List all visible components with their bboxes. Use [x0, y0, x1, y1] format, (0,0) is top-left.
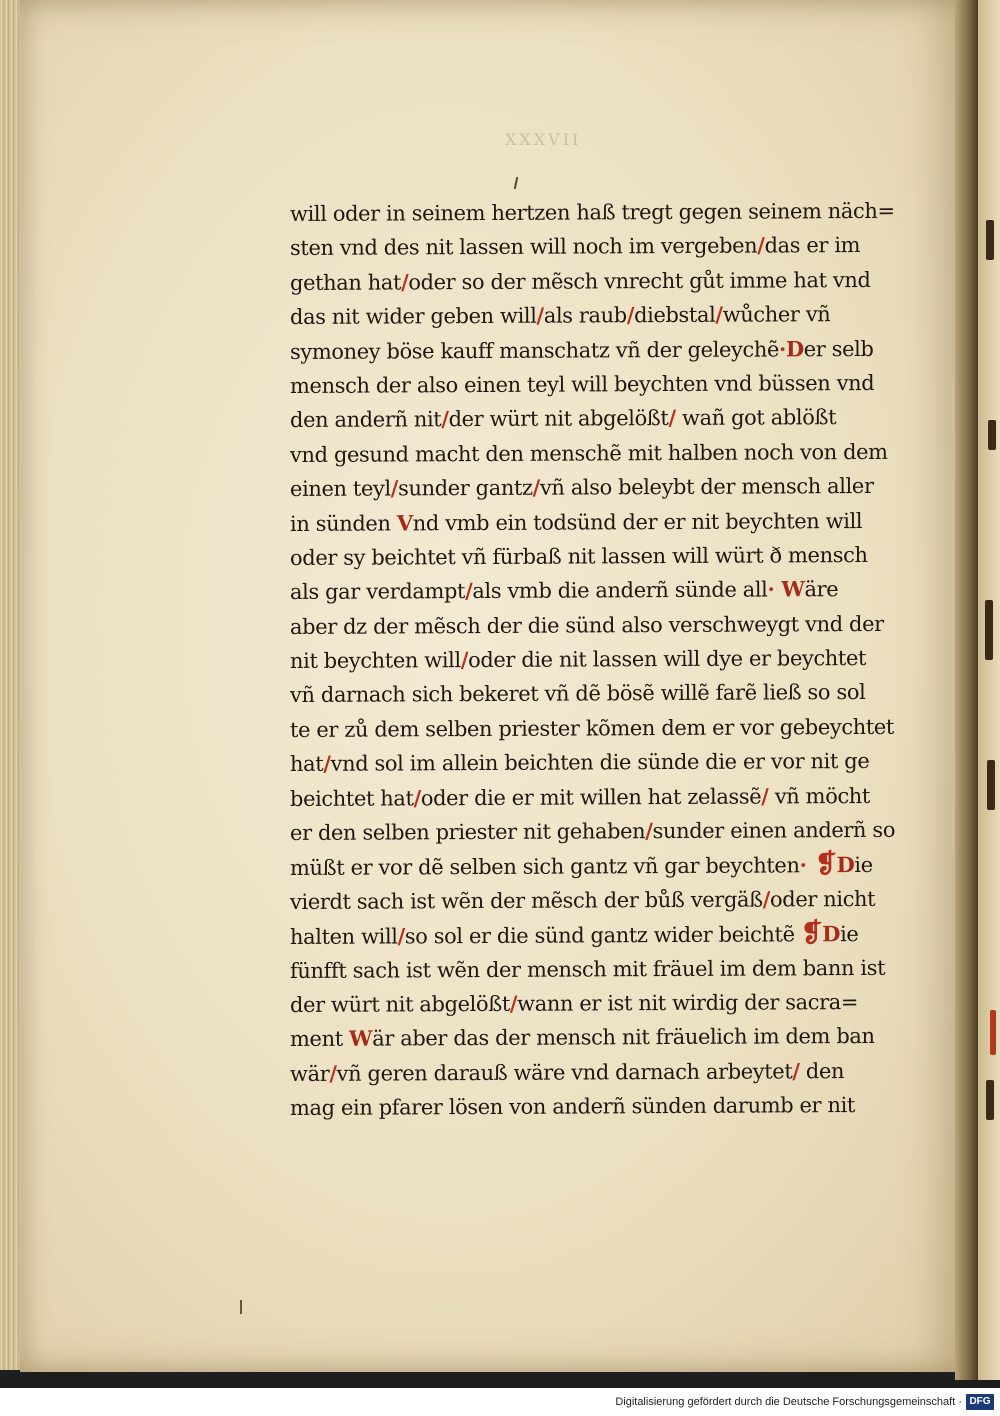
- text-segment: fünfft sach ist wẽn der mensch mit fräuel im dem bann ist: [289, 955, 886, 983]
- text-segment: der würt nit abgelößt: [448, 406, 669, 432]
- rubricated-initial: D: [822, 921, 841, 947]
- text-line: [290, 1019, 910, 1057]
- rubricated-initial: W: [774, 576, 805, 602]
- rubric-mark: /: [668, 405, 676, 431]
- text-segment: diebstal: [634, 302, 716, 328]
- text-segment: in sünden: [289, 510, 397, 536]
- text-segment: te er zů dem selben priester kõmen dem er vor gebeychtet: [289, 714, 894, 742]
- text-line: [290, 400, 910, 438]
- text-segment: är aber das der mensch nit fräuelich im dem ban: [372, 1024, 875, 1051]
- text-segment: einen teyl: [289, 476, 391, 502]
- text-line: [290, 263, 910, 301]
- rubric-mark: /: [509, 990, 518, 1016]
- rubric-mark: /: [400, 269, 409, 295]
- rubric-mark: /: [413, 784, 421, 810]
- text-line: [290, 194, 910, 232]
- text-segment: oder die nit lassen will dye er beychtet: [467, 646, 867, 673]
- text-line: [290, 228, 910, 266]
- text-segment: ie: [839, 922, 859, 947]
- text-segment: den: [799, 1058, 845, 1084]
- text-segment: sunder gantz: [397, 475, 533, 501]
- text-line: [290, 297, 910, 335]
- text-line: [290, 847, 910, 885]
- text-line: [290, 882, 910, 920]
- text-segment: vierdt sach ist wẽn der mẽsch der bůß vergäß: [289, 887, 763, 914]
- rubric-mark: /: [397, 923, 405, 949]
- text-segment: nit beychten will: [289, 648, 461, 674]
- rubric-mark: /: [390, 475, 399, 501]
- text-segment: den anderñ nit: [289, 407, 442, 433]
- text-segment: will oder in seinem hertzen haß tregt gegen seinem näch=: [289, 198, 895, 226]
- rubric-mark: /: [715, 301, 723, 327]
- rubric-mark: /: [329, 1060, 337, 1086]
- facing-page-edge: [978, 0, 1000, 1380]
- text-line: [290, 813, 910, 851]
- rubric-mark: /: [441, 406, 449, 432]
- text-line: [290, 331, 910, 369]
- text-line: [290, 1088, 910, 1126]
- facing-text-fragment: [988, 420, 996, 450]
- rubric-mark: /: [464, 578, 473, 604]
- text-line: [290, 538, 910, 576]
- text-line: [290, 744, 910, 782]
- blackletter-text-block: [290, 197, 910, 1126]
- text-segment: ie: [854, 853, 873, 878]
- rubric-mark: /: [536, 302, 544, 328]
- text-segment: vñ geren darauß wäre vnd darnach arbeytet: [336, 1059, 793, 1086]
- text-segment: er selb: [803, 336, 874, 361]
- text-segment: oder die er mit willen hat zelassẽ: [420, 784, 762, 810]
- facing-text-fragment: [986, 220, 994, 260]
- text-segment: vnd gesund macht den menschẽ mit halben noch von dem: [289, 439, 888, 467]
- text-segment: sunder einen anderñ so: [652, 817, 896, 844]
- text-segment: als vmb die anderñ sünde all: [472, 577, 768, 604]
- dfg-logo: DFG: [966, 1394, 994, 1410]
- rubric-mark: /: [460, 647, 469, 673]
- text-line: [290, 469, 910, 507]
- text-segment: vnd sol im allein beichten die sünde die er vor nit ge: [330, 749, 870, 777]
- text-segment: symoney böse kauff manschatz vñ der geleychẽ: [289, 337, 780, 364]
- text-segment: oder nicht: [769, 886, 876, 912]
- text-line: [290, 641, 910, 679]
- text-segment: oder so der mẽsch vnrecht gůt imme hat vnd: [408, 267, 871, 295]
- funding-credit: Digitalisierung gefördert durch die Deutsche Forschungsgemeinschaft ·: [615, 1396, 962, 1408]
- text-segment: mensch der also einen teyl will beychten vnd büssen vnd: [289, 370, 875, 398]
- text-segment: äre: [804, 577, 839, 602]
- text-segment: wär: [289, 1061, 330, 1086]
- text-segment: wůcher vñ: [722, 302, 831, 327]
- text-line: [290, 916, 910, 954]
- text-line: [290, 950, 910, 988]
- rubricated-initial: W: [348, 1025, 373, 1052]
- text-segment: müßt er vor dẽ selben sich gantz vñ gar beychten: [289, 853, 800, 881]
- text-line: [290, 778, 910, 816]
- margin-ink-mark: [240, 1300, 242, 1314]
- text-line: [290, 366, 910, 404]
- text-segment: der würt nit abgelößt: [289, 991, 510, 1017]
- text-line: [290, 606, 910, 644]
- rubric-mark: /: [757, 232, 765, 258]
- text-segment: beichtet hat: [289, 785, 414, 811]
- rubric-mark: /: [762, 886, 771, 912]
- rubric-mark: ·: [767, 576, 775, 602]
- text-line: [290, 434, 910, 472]
- text-segment: vñ darnach sich bekeret vñ dẽ bösẽ willẽ farẽ ließ so sol: [289, 680, 866, 708]
- rubric-mark: ·: [799, 852, 807, 878]
- text-segment: hat: [289, 752, 324, 777]
- text-segment: aber dz der mẽsch der die sünd also verschweygt vnd der: [289, 611, 884, 639]
- text-segment: wañ got ablößt: [675, 405, 837, 431]
- folio-number: XXXVII: [505, 130, 582, 149]
- text-line: [290, 572, 910, 610]
- rubric-mark: /: [323, 751, 331, 777]
- text-line: [290, 1054, 910, 1092]
- rubric-mark: /: [645, 818, 653, 844]
- rubricated-initial: D: [836, 852, 855, 878]
- rubric-mark: ·: [778, 335, 786, 362]
- pilcrow-mark: ❡: [806, 849, 837, 880]
- text-segment: oder sy beichtet vñ fürbaß nit lassen will würt ð mensch: [289, 542, 868, 570]
- book-gutter: [955, 0, 980, 1380]
- facing-text-fragment: [987, 760, 995, 810]
- text-segment: das nit wider geben will: [289, 303, 537, 330]
- pilcrow-mark: ❡: [800, 918, 823, 949]
- rubric-mark: /: [792, 1058, 800, 1084]
- facing-rubric-fragment: [990, 1010, 996, 1055]
- text-line: [290, 985, 910, 1023]
- facing-text-fragment: [985, 600, 993, 660]
- text-segment: ment: [289, 1027, 350, 1052]
- text-segment: vñ also beleybt der mensch aller: [539, 474, 874, 500]
- text-line: [290, 503, 910, 541]
- facing-text-fragment: [986, 1080, 994, 1120]
- text-segment: das er im: [764, 233, 861, 258]
- text-segment: nd vmb ein todsünd der er nit beychten will: [412, 508, 863, 535]
- text-segment: mag ein pfarer lösen von anderñ sünden darumb er nit: [289, 1093, 855, 1121]
- text-segment: vñ möcht: [768, 783, 870, 809]
- text-line: [290, 710, 910, 748]
- rubric-mark: /: [626, 302, 635, 328]
- text-segment: gethan hat: [289, 270, 402, 295]
- rubricated-initial: V: [396, 509, 413, 535]
- rubricated-initial: D: [785, 335, 804, 361]
- text-segment: so sol er die sünd gantz wider beichtẽ: [404, 922, 801, 949]
- rubric-mark: /: [761, 783, 769, 809]
- text-segment: sten vnd des nit lassen will noch im vergeben: [289, 233, 758, 261]
- text-segment: wann er ist nit wirdig der sacra=: [517, 990, 859, 1016]
- text-line: [290, 675, 910, 713]
- rubric-mark: /: [532, 474, 540, 500]
- text-segment: halten will: [289, 924, 398, 950]
- text-segment: er den selben priester nit gehaben: [289, 819, 646, 846]
- text-segment: als gar verdampt: [289, 579, 466, 605]
- text-segment: als raub: [543, 303, 627, 328]
